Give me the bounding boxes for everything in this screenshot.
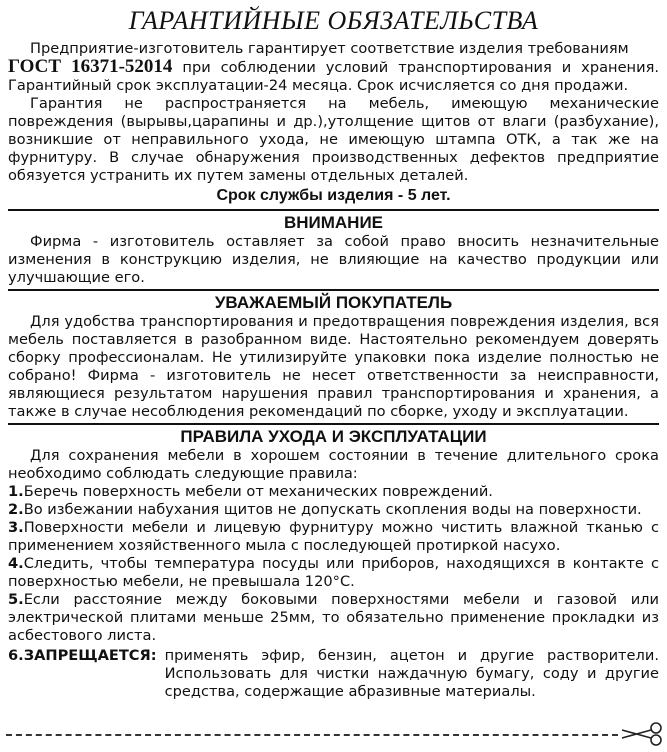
care-rule-2: 2.Во избежании набухания щитов не допускать скопления воды на поверхности. xyxy=(8,501,642,518)
warranty-paragraph-1: Предприятие-изготовитель гарантирует соответствие изделия требованиям ГОСТ 16371-52014 при соблюдении условий транспортирования и хранения. Гарантийный срок эксплуатации-24 месяца. Срок исчисляется со дня продажи. xyxy=(8,40,659,94)
care-rule-3: 3.Поверхности мебели и лицевую фурнитуру можно чистить влажной тканью с применением хозяйственного мыла с последующей протиркой насухо. xyxy=(8,519,659,554)
care-rule-4: 4.Следить, чтобы температура посуды или приборов, находящихся в контакте с поверхностью мебели, не превышала 120°С. xyxy=(8,555,659,590)
cut-line xyxy=(6,734,618,736)
forbid-label: 6.ЗАПРЕЩАЕТСЯ: xyxy=(8,647,157,664)
warranty-document xyxy=(8,6,659,701)
care-rule-6 xyxy=(8,647,659,701)
divider xyxy=(8,289,659,291)
gost-standard: ГОСТ 16371-52014 xyxy=(8,56,173,77)
attention-heading: ВНИМАНИЕ xyxy=(283,213,384,232)
warranty-paragraph-2: Гарантия не распространяется на мебель, имеющую механические повреждения (вырывы,царапины и др.),утолщение щитов от влаги (разбухание), возникшие от неправильного ухода, не имеющую штампа ОТК, а так же на фурнитуру. В случае обнаружения производственных дефектов предприятие обязуется устранить их путем замены отдельных деталей. xyxy=(8,95,659,184)
care-rule-5: 5.Если расстояние между боковыми поверхностями мебели и газовой или электрической плитами меньше 25мм, то обязательно применение прокладки из асбестового листа. xyxy=(8,591,659,644)
scissors-icon xyxy=(620,722,664,746)
divider xyxy=(8,423,659,425)
buyer-text: Для удобства транспортирования и предотвращения повреждения изделия, вся мебель поставляется в разобранном виде. Настоятельно рекомендуем доверять сборку профессионалам. Не утилизируйте упаковки пока изделие полностью не собрано! Фирма - изготовитель не несет ответственности за неисправности, являющиеся результатом нарушения правил транспортирования и хранения, а также в случае несоблюдения рекомендаций по сборке, уходу и эксплуатации. xyxy=(8,313,659,420)
buyer-heading: УВАЖАЕМЫЙ ПОКУПАТЕЛЬ xyxy=(214,293,453,312)
page-title: ГАРАНТИЙНЫЕ ОБЯЗАТЕЛЬСТВА xyxy=(128,6,539,35)
care-heading: ПРАВИЛА УХОДА И ЭКСПЛУАТАЦИИ xyxy=(180,427,487,446)
divider xyxy=(8,209,659,211)
attention-text: Фирма - изготовитель оставляет за собой право вносить незначительные изменения в конструкцию изделия, не влияющие на качество продукции или улучшающие его. xyxy=(8,233,659,286)
care-intro: Для сохранения мебели в хорошем состоянии в течение длительного срока необходимо соблюдать следующие правила: xyxy=(8,447,659,482)
care-rule-1: 1.Беречь поверхность мебели от механических повреждений. xyxy=(8,483,493,500)
forbid-text: применять эфир, бензин, ацетон и другие растворители. Использовать для чистки наждачную бумагу, соду и другие средства, содержащие абразивные материалы. xyxy=(164,647,659,700)
service-life: Срок службы изделия - 5 лет. xyxy=(216,187,451,204)
